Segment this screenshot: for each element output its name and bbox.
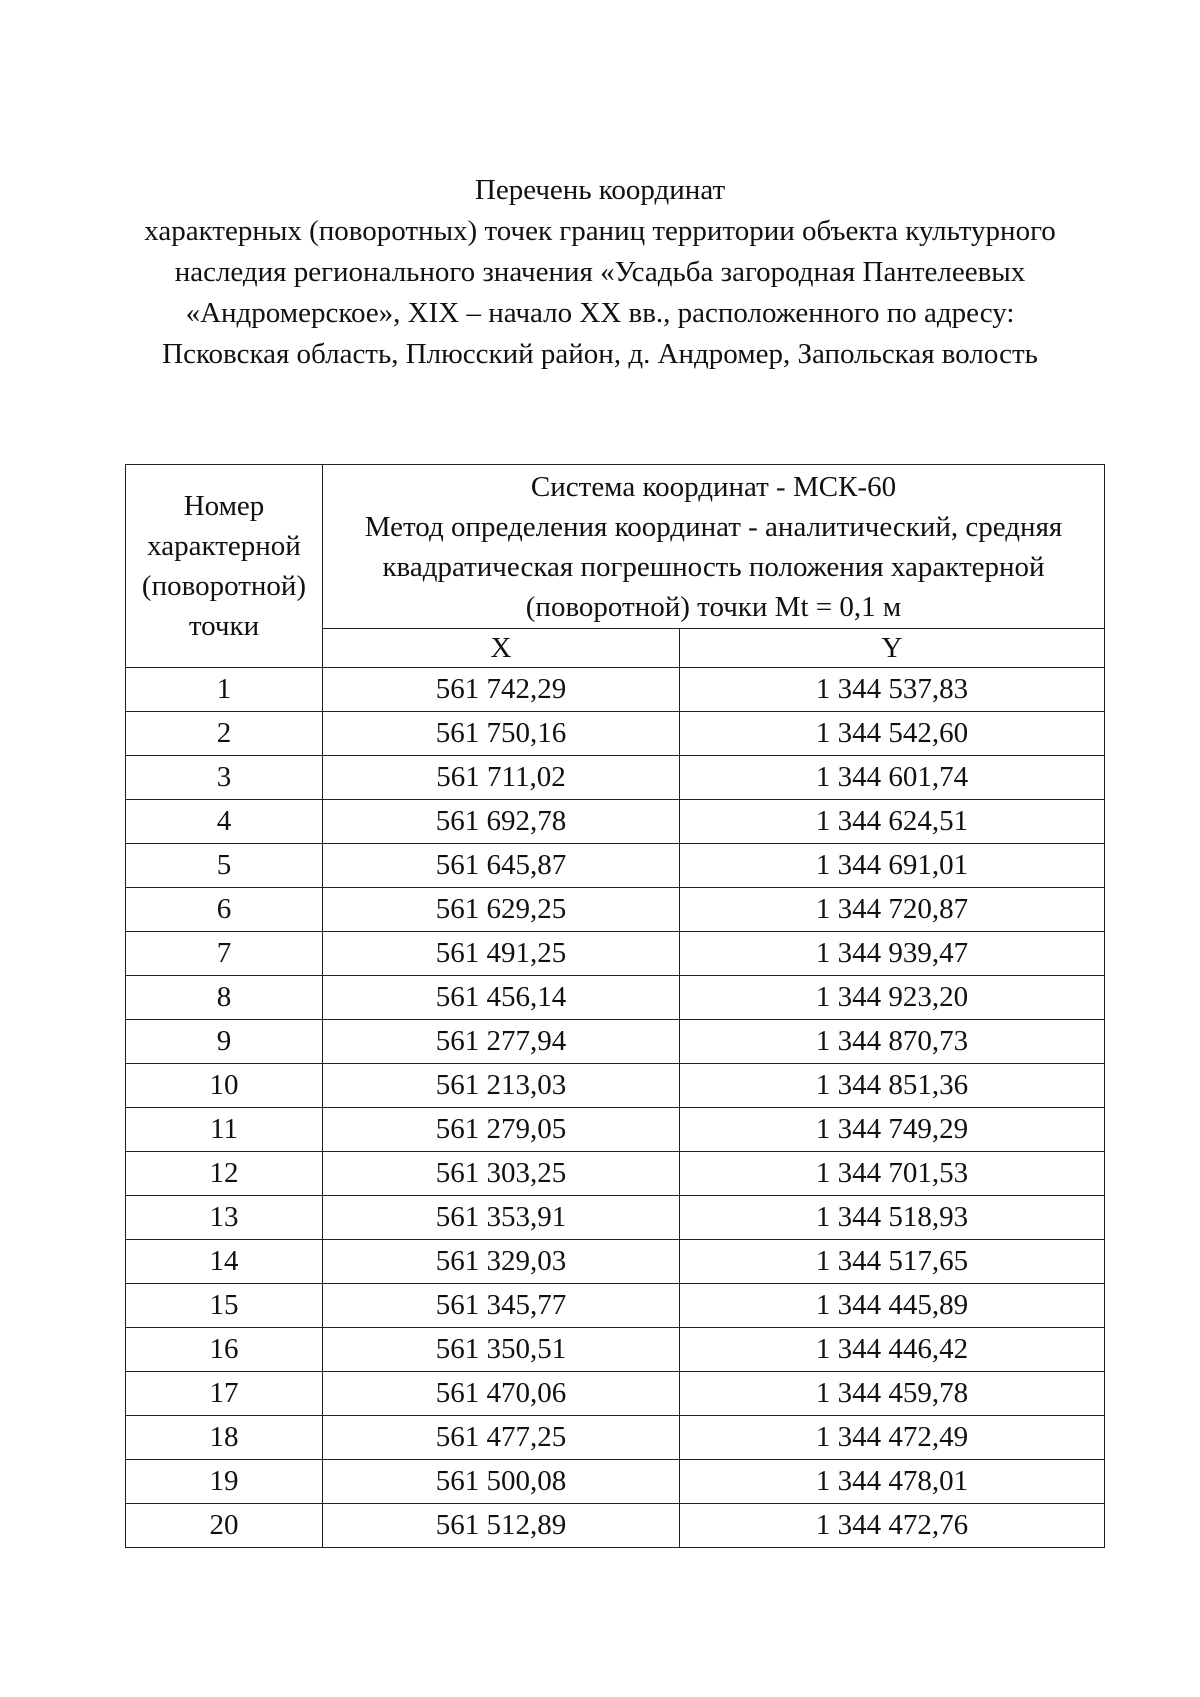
x-coordinate-cell: 561 711,02 [323, 756, 680, 800]
y-coordinate-cell: 1 344 701,53 [680, 1152, 1105, 1196]
point-number-cell: 2 [126, 712, 323, 756]
coordinates-table [125, 464, 1105, 1548]
y-coordinate-cell: 1 344 445,89 [680, 1284, 1105, 1328]
table-row [126, 1504, 1105, 1548]
title-line: характерных (поворотных) точек границ территории объекта культурного [144, 215, 1056, 247]
point-number-cell: 7 [126, 932, 323, 976]
y-coordinate-cell: 1 344 601,74 [680, 756, 1105, 800]
x-coordinate-cell: 561 750,16 [323, 712, 680, 756]
x-column-header: X [323, 629, 680, 668]
y-coordinate-cell: 1 344 749,29 [680, 1108, 1105, 1152]
point-number-cell: 19 [126, 1460, 323, 1504]
point-number-cell: 14 [126, 1240, 323, 1284]
table-row [126, 932, 1105, 976]
point-number-cell: 11 [126, 1108, 323, 1152]
point-number-cell: 1 [126, 668, 323, 712]
table-row [126, 1372, 1105, 1416]
y-coordinate-cell: 1 344 624,51 [680, 800, 1105, 844]
y-coordinate-cell: 1 344 472,76 [680, 1504, 1105, 1548]
x-coordinate-cell: 561 512,89 [323, 1504, 680, 1548]
y-coordinate-cell: 1 344 691,01 [680, 844, 1105, 888]
table-row [126, 1460, 1105, 1504]
table-row [126, 1108, 1105, 1152]
table-row [126, 668, 1105, 712]
x-coordinate-cell: 561 645,87 [323, 844, 680, 888]
point-number-cell: 3 [126, 756, 323, 800]
table-row [126, 712, 1105, 756]
y-coordinate-cell: 1 344 870,73 [680, 1020, 1105, 1064]
point-number-cell: 10 [126, 1064, 323, 1108]
y-column-header: Y [680, 629, 1105, 668]
x-coordinate-cell: 561 213,03 [323, 1064, 680, 1108]
table-row [126, 1020, 1105, 1064]
point-number-cell: 15 [126, 1284, 323, 1328]
document-title [0, 170, 1200, 375]
y-coordinate-cell: 1 344 542,60 [680, 712, 1105, 756]
y-coordinate-cell: 1 344 446,42 [680, 1328, 1105, 1372]
x-coordinate-cell: 561 303,25 [323, 1152, 680, 1196]
y-coordinate-cell: 1 344 537,83 [680, 668, 1105, 712]
table-row [126, 1240, 1105, 1284]
x-coordinate-cell: 561 692,78 [323, 800, 680, 844]
point-number-cell: 6 [126, 888, 323, 932]
x-coordinate-cell: 561 277,94 [323, 1020, 680, 1064]
x-coordinate-cell: 561 477,25 [323, 1416, 680, 1460]
title-line: Псковская область, Плюсский район, д. Андромер, Запольская волость [162, 338, 1038, 370]
x-coordinate-cell: 561 629,25 [323, 888, 680, 932]
point-number-cell: 18 [126, 1416, 323, 1460]
x-coordinate-cell: 561 491,25 [323, 932, 680, 976]
point-number-cell: 9 [126, 1020, 323, 1064]
table-row [126, 1328, 1105, 1372]
coordinate-system-header: Система координат - МСК-60 Метод определения координат - аналитический, средняя квадратическая погрешность положения характерной (поворотной) точки Mt = 0,1 м [323, 465, 1105, 629]
point-number-cell: 20 [126, 1504, 323, 1548]
x-coordinate-cell: 561 350,51 [323, 1328, 680, 1372]
point-number-cell: 17 [126, 1372, 323, 1416]
y-coordinate-cell: 1 344 720,87 [680, 888, 1105, 932]
point-number-cell: 12 [126, 1152, 323, 1196]
y-coordinate-cell: 1 344 518,93 [680, 1196, 1105, 1240]
x-coordinate-cell: 561 742,29 [323, 668, 680, 712]
point-number-cell: 13 [126, 1196, 323, 1240]
coordinates-body [126, 668, 1105, 1548]
y-coordinate-cell: 1 344 478,01 [680, 1460, 1105, 1504]
table-row [126, 800, 1105, 844]
point-number-cell: 16 [126, 1328, 323, 1372]
y-coordinate-cell: 1 344 923,20 [680, 976, 1105, 1020]
table-row [126, 756, 1105, 800]
table-row [126, 888, 1105, 932]
y-coordinate-cell: 1 344 517,65 [680, 1240, 1105, 1284]
point-number-cell: 5 [126, 844, 323, 888]
point-number-header: Номер характерной (поворотной) точки [126, 465, 323, 668]
title-line: наследия регионального значения «Усадьба загородная Пантелеевых [174, 256, 1026, 288]
x-coordinate-cell: 561 345,77 [323, 1284, 680, 1328]
title-line: Перечень координат [474, 174, 726, 206]
x-coordinate-cell: 561 329,03 [323, 1240, 680, 1284]
x-coordinate-cell: 561 353,91 [323, 1196, 680, 1240]
y-coordinate-cell: 1 344 472,49 [680, 1416, 1105, 1460]
x-coordinate-cell: 561 500,08 [323, 1460, 680, 1504]
y-coordinate-cell: 1 344 459,78 [680, 1372, 1105, 1416]
y-coordinate-cell: 1 344 939,47 [680, 932, 1105, 976]
table-row [126, 1152, 1105, 1196]
x-coordinate-cell: 561 279,05 [323, 1108, 680, 1152]
point-number-cell: 4 [126, 800, 323, 844]
y-coordinate-cell: 1 344 851,36 [680, 1064, 1105, 1108]
title-line: «Андромерское», XIX – начало XX вв., расположенного по адресу: [185, 297, 1015, 329]
x-coordinate-cell: 561 456,14 [323, 976, 680, 1020]
table-row [126, 1416, 1105, 1460]
point-number-cell: 8 [126, 976, 323, 1020]
table-row [126, 844, 1105, 888]
table-row [126, 1196, 1105, 1240]
table-row [126, 1064, 1105, 1108]
table-row [126, 976, 1105, 1020]
x-coordinate-cell: 561 470,06 [323, 1372, 680, 1416]
table-row [126, 1284, 1105, 1328]
